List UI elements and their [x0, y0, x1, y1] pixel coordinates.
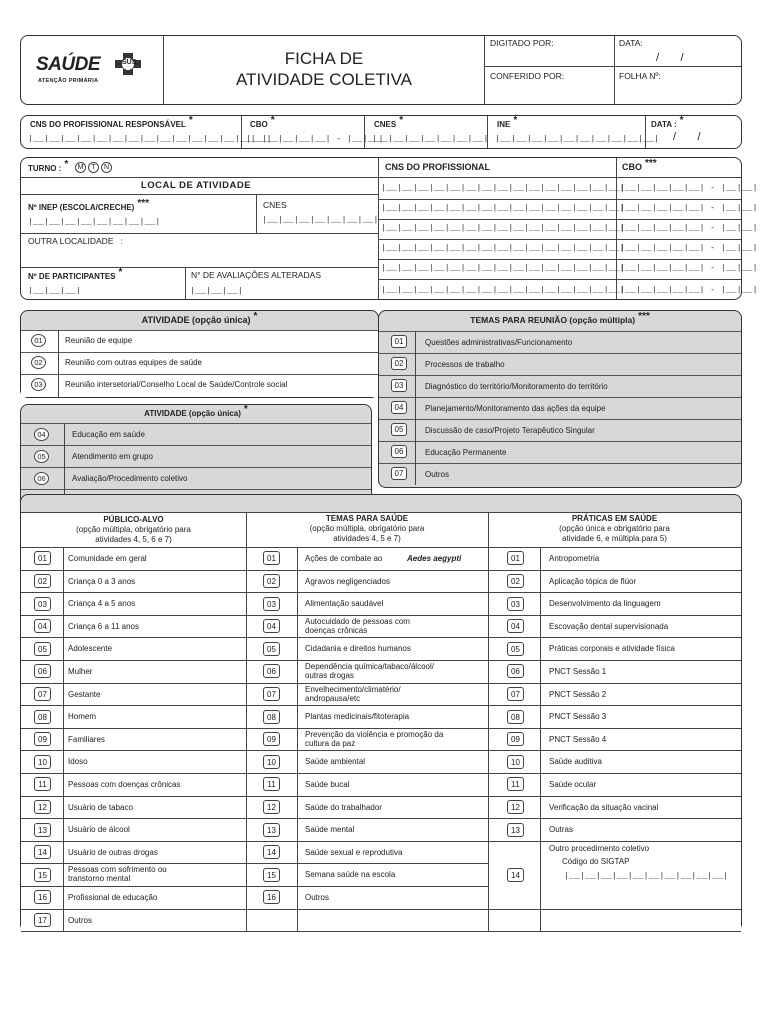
table-row-line: [488, 909, 741, 910]
table-row-line: [488, 660, 741, 661]
table-row-line: [21, 750, 246, 751]
temas-saude-code-14[interactable]: 14: [263, 845, 280, 859]
publico-label-09: Familiares: [68, 734, 105, 744]
atividade1-label-03: Reunião intersetorial/Conselho Local de Saúde/Controle social: [65, 380, 288, 389]
temas-reuniao-code-01[interactable]: 01: [391, 335, 407, 348]
cns-prof-input-4[interactable]: |__|__|__|__|__|__|__|__|__|__|__|__|__|__|__|: [381, 243, 625, 253]
atividade2-label-05: Atendimento em grupo: [72, 452, 153, 461]
atividade2-label-06: Avaliação/Procedimento coletivo: [72, 474, 188, 483]
publico-label-11: Pessoas com doenças crônicas: [68, 780, 181, 789]
table-row-line: [21, 909, 246, 910]
praticas-sigtap-label: Código do SIGTAP: [562, 856, 630, 866]
cns-responsavel-input[interactable]: |__|__|__|__|__|__|__|__|__|__|__|__|__|__|__|: [28, 134, 272, 144]
table-row-line: [488, 570, 741, 571]
cbo-row-input-4[interactable]: |__|__|__|__|__| - |__|__|: [620, 243, 758, 253]
publico-label2-15: transtorno mental: [68, 874, 131, 884]
local-title: LOCAL DE ATIVIDADE: [140, 180, 252, 191]
temas-reuniao-label-04: Planejamento/Monitoramento das ações da equipe: [425, 404, 606, 413]
cbo-label: CBO *: [250, 115, 275, 129]
ine-input[interactable]: |__|__|__|__|__|__|__|__|__|__|: [495, 134, 660, 144]
praticas-sub2: atividade 6, e múltipla para 5): [562, 534, 667, 543]
publico-code-02[interactable]: 02: [34, 574, 51, 588]
publico-code-06[interactable]: 06: [34, 664, 51, 678]
publico-code-13[interactable]: 13: [34, 823, 51, 837]
data-slashes[interactable]: / /: [656, 52, 684, 64]
outra-localidade-label[interactable]: OUTRA LOCALIDADE :: [28, 236, 123, 246]
table-col-divider: [63, 547, 64, 931]
turno-label: TURNO : *: [28, 159, 69, 173]
logo-badge: SUS: [122, 59, 137, 66]
publico-code-05[interactable]: 05: [34, 642, 51, 656]
table-row-line: [488, 637, 741, 638]
table-row-line: [21, 570, 246, 571]
publico-code-01[interactable]: 01: [34, 551, 51, 565]
table-row-line: [246, 637, 488, 638]
inep-input[interactable]: |__|__|__|__|__|__|__|__|: [28, 217, 161, 227]
table-row-line: [21, 615, 246, 616]
praticas-sigtap-input[interactable]: |__|__|__|__|__|__|__|__|__|__|: [564, 870, 729, 881]
folha-label: FOLHA Nº:: [619, 71, 661, 81]
publico-label-15: Pessoas com sofrimento ou: [68, 865, 167, 875]
atividade2-code-04[interactable]: 04: [34, 428, 49, 441]
logo-text: SAÚDE: [36, 54, 101, 75]
temas-saude-label-10: Saúde ambiental: [305, 757, 366, 767]
table-row-line: [246, 615, 488, 616]
temas-saude-code-02[interactable]: 02: [263, 574, 280, 588]
temas-reuniao-label-06: Educação Permanente: [425, 448, 507, 457]
table-row-line: [488, 796, 741, 797]
table-row-line: [21, 728, 246, 729]
temas-saude-code-11[interactable]: 11: [263, 777, 280, 791]
publico-code-09[interactable]: 09: [34, 732, 51, 746]
cbo-row-input-6[interactable]: |__|__|__|__|__| - |__|__|: [620, 285, 758, 295]
avaliacoes-label: N° DE AVALIAÇÕES ALTERADAS: [191, 270, 321, 280]
turno-n-option[interactable]: N: [101, 162, 112, 173]
publico-code-15[interactable]: 15: [34, 868, 51, 882]
temas-saude-header: [246, 514, 488, 544]
temas-saude-label-08: Plantas medicinais/fitoterapia: [305, 712, 410, 722]
praticas-code-11[interactable]: 11: [507, 777, 524, 791]
publico-label-07: Gestante: [68, 689, 101, 699]
temas-reuniao-label-07: Outros: [425, 470, 450, 479]
table-row-line: [21, 886, 246, 887]
data-prof-label: DATA : *: [651, 115, 684, 129]
temas-saude-label2-06: outras drogas: [305, 671, 354, 680]
publico-code-08[interactable]: 08: [34, 710, 51, 724]
praticas-code-07[interactable]: 07: [507, 687, 524, 701]
publico-sub1: (opção múltipla, obrigatório para: [76, 525, 191, 534]
publico-code-07[interactable]: 07: [34, 687, 51, 701]
atividade2-code-05[interactable]: 05: [34, 450, 49, 463]
table-row-line: [246, 750, 488, 751]
inep-label: Nº INEP (ESCOLA/CRECHE) ***: [28, 198, 150, 212]
temas-saude-code-04[interactable]: 04: [263, 619, 280, 633]
temas-reuniao-code-03[interactable]: 03: [391, 379, 407, 392]
publico-code-10[interactable]: 10: [34, 755, 51, 769]
praticas-code-10[interactable]: 10: [507, 755, 524, 769]
cns-prof-header: CNS DO PROFISSIONAL: [385, 162, 491, 172]
publico-header: [21, 515, 246, 545]
cns-prof-input-5[interactable]: |__|__|__|__|__|__|__|__|__|__|__|__|__|__|__|: [381, 263, 625, 273]
table-row-line: [246, 570, 488, 571]
title-line-2: ATIVIDADE COLETIVA: [235, 70, 413, 89]
cns-prof-input-6[interactable]: |__|__|__|__|__|__|__|__|__|__|__|__|__|__|__|: [381, 285, 625, 295]
table-row-line: [21, 796, 246, 797]
praticas-sub1: (opção única e obrigatório para: [559, 524, 670, 533]
publico-label-02: Criança 0 a 3 anos: [68, 576, 136, 586]
praticas-label-04: Escovação dental supervisionada: [549, 621, 669, 631]
praticas-label-10: Saúde auditiva: [549, 757, 602, 767]
table-row-line: [246, 796, 488, 797]
cbo-row-input-2[interactable]: |__|__|__|__|__| - |__|__|: [620, 203, 758, 213]
publico-code-12[interactable]: 12: [34, 800, 51, 814]
table-col-divider: [540, 547, 541, 931]
table-row-line: [246, 728, 488, 729]
table-row-line: [21, 863, 246, 864]
praticas-code-06[interactable]: 06: [507, 664, 524, 678]
table-row-line: [488, 592, 741, 593]
cns-prof-input-2[interactable]: |__|__|__|__|__|__|__|__|__|__|__|__|__|__|__|: [381, 203, 625, 213]
praticas-code-05[interactable]: 05: [507, 642, 524, 656]
atividade1-label-01: Reunião de equipe: [65, 336, 133, 345]
title-line-1: FICHA DE: [284, 49, 364, 68]
data-label: DATA:: [619, 38, 643, 48]
atividade2-code-06[interactable]: 06: [34, 472, 49, 485]
temas-saude-sub1: (opção múltipla, obrigatório para: [309, 524, 425, 533]
cnes-input[interactable]: |__|__|__|__|__|__|__|: [372, 134, 489, 144]
atividade1-code-02[interactable]: 02: [31, 356, 46, 369]
table-row-line: [246, 931, 488, 932]
praticas-label-11: Saúde ocular: [549, 780, 597, 789]
atividade1-code-01[interactable]: 01: [31, 334, 46, 347]
temas-reuniao-label-03: Diagnóstico do território/Monitoramento do território: [425, 382, 608, 391]
table-row-line: [488, 773, 741, 774]
publico-sub2: atividades 4, 5, 6 e 7): [95, 535, 172, 544]
temas-saude-label-05: Cidadania e direitos humanos: [305, 644, 411, 654]
temas-saude-label-14: Saúde sexual e reprodutiva: [305, 847, 403, 857]
table-row-line: [488, 728, 741, 729]
table-row-line: [488, 931, 741, 932]
table-row-line: [246, 863, 488, 864]
temas-saude-sub2: atividades 4, 5 e 7): [333, 534, 401, 543]
temas-reuniao-label-01: Questões administrativas/Funcionamento: [425, 338, 573, 347]
temas-saude-label-01: Ações de combate ao: [305, 554, 383, 563]
digitado-por-label: DIGITADO POR:: [490, 38, 554, 48]
temas-saude-label-16: Outros: [305, 893, 330, 902]
publico-code-03[interactable]: 03: [34, 597, 51, 611]
logo-subtitle: ATENÇÃO PRIMÁRIA: [38, 78, 99, 84]
temas-saude-label2-09: cultura da paz: [305, 738, 356, 748]
praticas-code-04[interactable]: 04: [507, 619, 524, 633]
praticas-code-14[interactable]: 14: [507, 868, 524, 882]
temas-saude-code-09[interactable]: 09: [263, 732, 280, 746]
table-row-line: [21, 637, 246, 638]
logo: [34, 52, 154, 92]
praticas-label-07: PNCT Sessão 2: [549, 689, 607, 699]
praticas-code-09[interactable]: 09: [507, 732, 524, 746]
temas-saude-label-02: Agravos negligenciados: [305, 576, 390, 586]
praticas-label-13: Outras: [549, 825, 574, 835]
temas-reuniao-code-07[interactable]: 07: [391, 467, 407, 480]
cbo-header: CBO ***: [622, 158, 657, 172]
temas-saude-label-03: Alimentação saudável: [305, 599, 384, 609]
publico-title: PÚBLICO-ALVO: [103, 515, 164, 524]
table-row-line: [246, 683, 488, 684]
publico-label-17: Outros: [68, 915, 93, 925]
publico-code-14[interactable]: 14: [34, 845, 51, 859]
publico-label-01: Comunidade em geral: [68, 554, 147, 563]
praticas-label-03: Desenvolvimento da linguagem: [549, 599, 661, 609]
atividade2-label-04: Educação em saúde: [72, 430, 145, 439]
table-row-line: [21, 592, 246, 593]
publico-label-12: Usuário de tabaco: [68, 802, 133, 812]
publico-label-16: Profissional de educação: [68, 893, 158, 902]
cns-prof-input-1[interactable]: |__|__|__|__|__|__|__|__|__|__|__|__|__|__|__|: [381, 183, 625, 193]
turno-m-option[interactable]: M: [75, 162, 86, 173]
temas-saude-label-07: Envelhecimento/climatério/: [305, 684, 401, 694]
cbo-row-input-3[interactable]: |__|__|__|__|__| - |__|__|: [620, 223, 758, 233]
praticas-code-12[interactable]: 12: [507, 800, 524, 814]
cnes-label: CNES *: [374, 115, 404, 129]
temas-saude-code-13[interactable]: 13: [263, 823, 280, 837]
table-row-line: [21, 705, 246, 706]
praticas-header: [488, 514, 741, 544]
table-row-line: [488, 547, 741, 548]
table-row-line: [246, 705, 488, 706]
table-row-line: [21, 660, 246, 661]
publico-code-17[interactable]: 17: [34, 913, 51, 927]
cbo-row-input-1[interactable]: |__|__|__|__|__| - |__|__|: [620, 183, 758, 193]
temas-reuniao-label-02: Processos de trabalho: [425, 360, 505, 369]
table-row-line: [21, 773, 246, 774]
local-cnes-label: CNES: [263, 200, 287, 210]
praticas-code-13[interactable]: 13: [507, 823, 524, 837]
temas-saude-code-12[interactable]: 12: [263, 800, 280, 814]
publico-label-08: Homem: [68, 712, 97, 722]
temas-reuniao-label-05: Discussão de caso/Projeto Terapêutico Singular: [425, 426, 595, 435]
temas-saude-label-09: Prevenção da violência e promoção da: [305, 729, 444, 739]
praticas-code-01[interactable]: 01: [507, 551, 524, 565]
atividade1-code-03[interactable]: 03: [31, 378, 46, 391]
temas-saude-label-12: Saúde do trabalhador: [305, 802, 382, 812]
temas-saude-code-03[interactable]: 03: [263, 597, 280, 611]
ine-label: INE *: [497, 115, 518, 129]
atividade1-title: ATIVIDADE (opção única) *: [141, 311, 258, 325]
table-row-line: [246, 547, 488, 548]
praticas-label-12: Verificação da situação vacinal: [549, 802, 659, 812]
temas-saude-code-10[interactable]: 10: [263, 755, 280, 769]
praticas-label-09: PNCT Sessão 4: [549, 734, 607, 744]
temas-saude-code-15[interactable]: 15: [263, 868, 280, 882]
table-row-line: [246, 841, 488, 842]
temas-saude-label-06: Dependência química/tabaco/álcool/: [305, 662, 434, 671]
publico-label-10: Idoso: [68, 757, 88, 767]
praticas-code-08[interactable]: 08: [507, 710, 524, 724]
table-row-line: [246, 886, 488, 887]
praticas-label-05: Práticas corporais e atividade física: [549, 644, 675, 654]
temas-reuniao-title: TEMAS PARA REUNIÃO (opção múltipla) ***: [470, 311, 650, 325]
temas-saude-code-01[interactable]: 01: [263, 551, 280, 565]
cns-prof-input-3[interactable]: |__|__|__|__|__|__|__|__|__|__|__|__|__|__|__|: [381, 223, 625, 233]
conferido-por-label: CONFERIDO POR:: [490, 71, 565, 81]
table-row-line: [488, 841, 741, 842]
data-prof-input[interactable]: / /: [673, 131, 701, 143]
praticas-label-01: Antropometria: [549, 554, 600, 563]
temas-saude-label-15: Semana saúde na escola: [305, 870, 396, 880]
table-row-line: [21, 931, 246, 932]
praticas-title: PRÁTICAS EM SAÚDE: [571, 514, 658, 523]
publico-label-13: Usuário de álcool: [68, 825, 130, 835]
temas-saude-label-04: Autocuidado de pessoas com: [305, 616, 410, 626]
temas-saude-label2-07: andropausa/etc: [305, 693, 361, 703]
temas-saude-label-13: Saúde mental: [305, 825, 355, 835]
table-row-line: [246, 909, 488, 910]
table-row-line: [488, 683, 741, 684]
cbo-row-input-5[interactable]: |__|__|__|__|__| - |__|__|: [620, 263, 758, 273]
temas-saude-code-05[interactable]: 05: [263, 642, 280, 656]
atividade2-title: ATIVIDADE (opção única) *: [144, 404, 248, 418]
praticas-label-14: Outro procedimento coletivo: [549, 843, 650, 853]
table-col-divider: [297, 547, 298, 931]
praticas-label-06: PNCT Sessão 1: [549, 667, 607, 676]
page-title: [164, 48, 484, 90]
temas-reuniao-code-05[interactable]: 05: [391, 423, 407, 436]
temas-saude-code-16[interactable]: 16: [263, 890, 280, 904]
table-row-line: [488, 818, 741, 819]
avaliacoes-input[interactable]: |__|__|__|: [190, 286, 244, 296]
table-row-line: [246, 818, 488, 819]
temas-reuniao-code-02[interactable]: 02: [391, 357, 407, 370]
publico-label-05: Adolescente: [68, 644, 113, 654]
atividade1-label-02: Reunião com outras equipes de saúde: [65, 358, 202, 367]
temas-saude-title: TEMAS PARA SAÚDE: [325, 514, 409, 523]
table-row-line: [246, 660, 488, 661]
table-row-line: [488, 615, 741, 616]
temas-saude-code-08[interactable]: 08: [263, 710, 280, 724]
temas-reuniao-code-06[interactable]: 06: [391, 445, 407, 458]
publico-code-16[interactable]: 16: [34, 890, 51, 904]
praticas-label-02: Aplicação tópica de flúor: [549, 576, 637, 586]
turno-t-option[interactable]: T: [88, 162, 99, 173]
table-row-line: [21, 547, 246, 548]
table-row-line: [21, 841, 246, 842]
cbo-input[interactable]: |__|__|__|__|__| - |__|__|: [246, 134, 384, 144]
praticas-code-03[interactable]: 03: [507, 597, 524, 611]
table-row-line: [246, 773, 488, 774]
temas-saude-code-06[interactable]: 06: [263, 664, 280, 678]
publico-code-04[interactable]: 04: [34, 619, 51, 633]
publico-label-06: Mulher: [68, 667, 93, 676]
temas-reuniao-code-04[interactable]: 04: [391, 401, 407, 414]
table-row-line: [21, 683, 246, 684]
table-row-line: [246, 592, 488, 593]
table-row-line: [488, 705, 741, 706]
participantes-input[interactable]: |__|__|__|: [28, 286, 82, 296]
temas-saude-code-07[interactable]: 07: [263, 687, 280, 701]
publico-label-14: Usuário de outras drogas: [68, 847, 158, 857]
participantes-label: Nº DE PARTICIPANTES *: [28, 267, 123, 281]
table-row-line: [488, 750, 741, 751]
cns-responsavel-label: CNS DO PROFISSIONAL RESPONSÁVEL *: [30, 115, 193, 129]
temas-saude-label-11: Saúde bucal: [305, 780, 350, 789]
publico-label-04: Criança 6 a 11 anos: [68, 621, 140, 631]
praticas-code-02[interactable]: 02: [507, 574, 524, 588]
publico-code-11[interactable]: 11: [34, 777, 51, 791]
publico-label-03: Criança 4 a 5 anos: [68, 599, 136, 609]
temas-saude-label-italic-01: Aedes aegypti: [407, 554, 462, 563]
table-row-line: [21, 818, 246, 819]
temas-saude-label2-04: doenças crônicas: [305, 625, 368, 635]
local-cnes-input[interactable]: |__|__|__|__|__|__|__|: [262, 215, 379, 225]
praticas-label-08: PNCT Sessão 3: [549, 712, 607, 722]
